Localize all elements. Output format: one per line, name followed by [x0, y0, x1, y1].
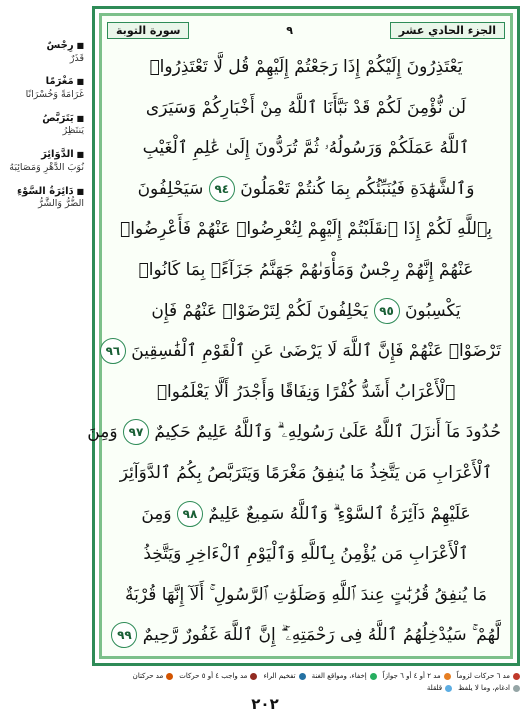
verse-line [111, 494, 501, 535]
legend-color-dot [250, 673, 257, 680]
glossary-entry [4, 149, 84, 173]
verse-text: لَن نُّؤْمِنَ لَكُمْ قَدْ نَبَّأَنَا ٱللَّهُ مِنْ أَخْبَارِكُمْ وَسَيَرَى [145, 97, 467, 118]
page-number: ٢٠٢ [251, 695, 279, 713]
verse-text-continued: يَحْلِفُونَ لَكُمْ لِتَرْضَوْا۟ عَنْهُمْ فَإِن [151, 300, 369, 321]
ayah-number-marker: ٩٥ [374, 298, 400, 324]
legend-label: قلقلة [426, 684, 443, 692]
legend-color-dot [445, 685, 452, 692]
glossary-entry [4, 40, 84, 64]
ayah-number-marker: ٩٧ [123, 419, 149, 445]
verse-line [111, 169, 501, 210]
legend-item [383, 672, 451, 680]
page-header [107, 19, 505, 41]
legend-item [312, 672, 377, 680]
verse-line [111, 615, 501, 656]
verse-text: مَا يُنفِقُ قُرُبَٰتٍ عِندَ ٱللَّهِ وَصَلَوَٰتِ ٱلرَّسُولِ ۚ أَلَآ إِنَّهَا قُرْبَةٌ [125, 584, 487, 605]
verse-text: ٱلْأَعْرَابِ مَن يُؤْمِنُ بِٱللَّهِ وَٱلْيَوْمِ ٱلْءَاخِرِ وَيَتَّخِذُ [143, 544, 469, 565]
surah-title: سورة التوبة [107, 22, 189, 39]
verse-text: وَٱلشَّهَٰدَةِ فَيُنَبِّئُكُم بِمَا كُنتُمْ تَعْمَلُونَ [240, 178, 475, 199]
juz-title: الجزء الحادي عشر [390, 22, 505, 39]
legend-label: مد ٢ أو ٤ أو ٦ جوازاً [382, 672, 441, 680]
legend-label: تفخيم الراء [263, 672, 296, 680]
legend-color-dot [370, 673, 377, 680]
legend-item [427, 684, 452, 692]
verse-text: ٱلْأَعْرَابِ مَن يَتَّخِذُ مَا يُنفِقُ مَغْرَمًا وَيَتَرَبَّصُ بِكُمُ ٱلدَّوَآئِرَ [119, 462, 493, 483]
verse-line [111, 372, 501, 413]
glossary-entry [4, 186, 84, 210]
verse-line [111, 291, 501, 332]
verse-text: عَنْهُمْ إِنَّهُمْ رِجْسٌ وَمَأْوَىٰهُمْ جَهَنَّمُ جَزَآءًۢ بِمَا كَانُوا۟ [138, 259, 474, 280]
glossary-word: ■ الدَّوَائِرَ [4, 149, 84, 162]
verse-text: تَرْضَوْا۟ عَنْهُمْ فَإِنَّ ٱللَّهَ لَا يَرْضَىٰ عَنِ ٱلْقَوْمِ ٱلْفَٰسِقِينَ [131, 341, 501, 362]
verse-text: يَكْسِبُونَ [404, 300, 461, 321]
glossary-meaning: نُوَبَ الدَّهْرِ وَمَصَائِبَهُ [9, 161, 84, 173]
glossary-meaning: غَرَامَةً وَخُسْرَانًا [25, 88, 84, 100]
verse-text: حُدُودَ مَآ أَنزَلَ ٱللَّهُ عَلَىٰ رَسُولِهِۦ ۗ وَٱللَّهُ عَلِيمٌ حَكِيمٌ [154, 422, 501, 443]
verse-text: ٱللَّهُ عَمَلَكُمْ وَرَسُولُهُۥ ثُمَّ تُرَدُّونَ إِلَىٰ عَٰلِمِ ٱلْغَيْبِ [142, 138, 470, 159]
verse-text: ٱلْأَعْرَابُ أَشَدُّ كُفْرًا وَنِفَاقًا وَأَجْدَرُ أَلَّا يَعْلَمُوا۟ [156, 381, 456, 402]
legend-label: مد ٦ حركات لزوماً [456, 672, 510, 680]
verse-text: يَعْتَذِرُونَ إِلَيْكُمْ إِذَا رَجَعْتُمْ إِلَيْهِمْ قُل لَّا تَعْتَذِرُوا۟ [149, 57, 463, 77]
glossary-word: ■ يَتَرَبَّصُ [4, 113, 84, 126]
legend-label: مد واجب ٤ أو ٥ حركات [179, 672, 248, 680]
glossary-entry [4, 76, 84, 100]
legend-color-dot [513, 685, 520, 692]
ayah-number-marker: ٩٩ [111, 622, 137, 648]
glossary-meaning: يَنتَظِرُ [62, 125, 84, 137]
verse-line [111, 88, 501, 129]
mushaf-page-frame [87, 6, 520, 666]
legend-color-dot [299, 673, 306, 680]
verses-text [87, 47, 501, 649]
verse-text: عَلَيْهِمْ دَآئِرَةُ ٱلسَّوْءِ ۗ وَٱللَّهُ سَمِيعٌ عَلِيمٌ [208, 503, 471, 524]
glossary-word: ■ مَغْرَمًا [4, 76, 84, 89]
verse-text-continued: وَمِنَ [141, 503, 172, 524]
legend-item [263, 672, 305, 680]
verse-line [111, 575, 501, 616]
glossary-entry [4, 113, 84, 137]
verse-line [111, 250, 501, 291]
verse-line [111, 209, 501, 250]
verse-text-continued: وَمِنَ [87, 422, 118, 443]
legend-label: مد حركتان [132, 672, 164, 680]
verse-line [111, 47, 501, 88]
legend-label: إخفاء، ومواقع الغنة [311, 672, 367, 680]
legend-item [133, 672, 174, 680]
verse-line [105, 331, 501, 372]
glossary-meaning: قَذَرٌ [69, 52, 84, 64]
page-marker: ٩ [286, 23, 293, 37]
legend-color-dot [166, 673, 173, 680]
legend-color-dot [444, 673, 451, 680]
verse-line [111, 453, 501, 494]
glossary-meaning: الضُّرُّ وَالشَّرُّ [38, 198, 84, 209]
glossary-sidebar [4, 40, 84, 222]
legend-color-dot [513, 673, 520, 680]
verse-line [111, 534, 501, 575]
verse-text: بِٱللَّهِ لَكُمْ إِذَا ٱنقَلَبْتُمْ إِلَيْهِمْ لِتُعْرِضُوا۟ عَنْهُمْ فَأَعْرِضُوا۟ [120, 219, 492, 240]
legend-label: ادغام، وما لا يلفظ [458, 684, 510, 692]
legend-item [457, 672, 520, 680]
legend-item [458, 684, 520, 692]
ayah-number-marker: ٩٦ [100, 338, 126, 364]
verse-line [111, 128, 501, 169]
legend-item [179, 672, 257, 680]
ayah-number-marker: ٩٤ [209, 176, 235, 202]
verse-text-continued: سَيَحْلِفُونَ [137, 178, 204, 199]
glossary-word: ■ رِجْسٌ [4, 40, 84, 53]
glossary-word: ■ دَائِرَةُ السَّوْءِ [4, 186, 84, 199]
verse-line [87, 412, 501, 453]
ayah-number-marker: ٩٨ [177, 501, 203, 527]
verse-text: لَّهُمْ ۚ سَيُدْخِلُهُمُ ٱللَّهُ فِى رَحْمَتِهِۦٓ ۗ إِنَّ ٱللَّهَ غَفُورٌ رَّحِيمٌ [142, 625, 501, 646]
tajweed-legend [92, 671, 520, 693]
